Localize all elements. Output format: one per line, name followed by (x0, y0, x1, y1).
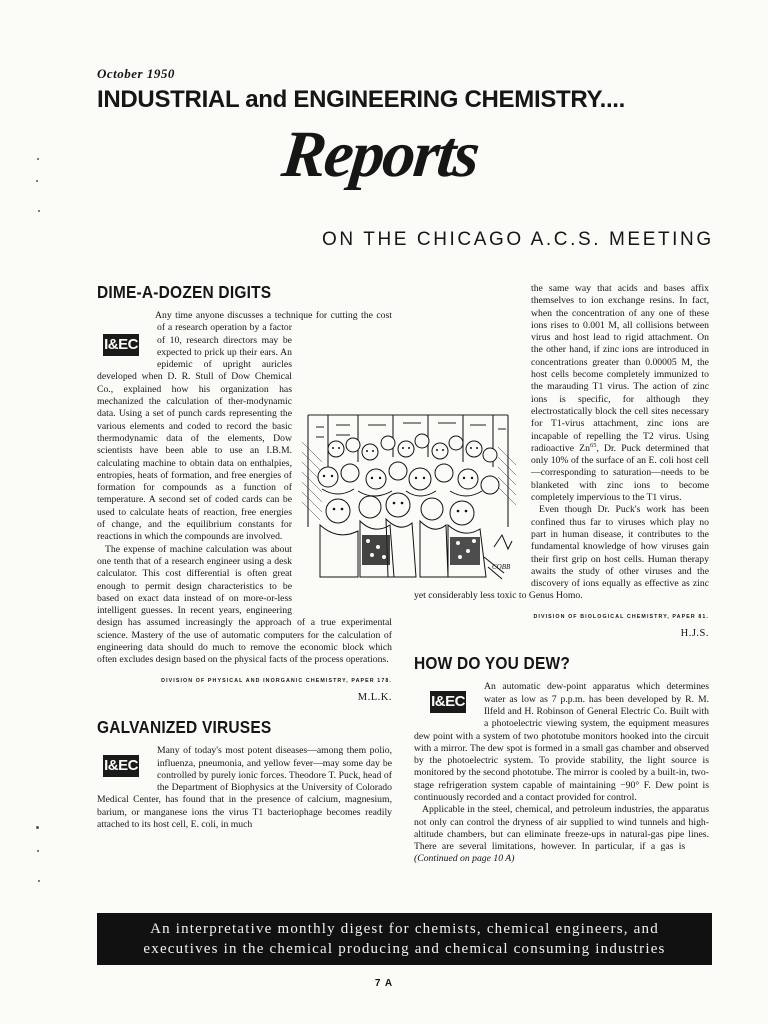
iec-emblem-text: I&EC (103, 334, 139, 356)
illustrator-signature: COBB (492, 563, 511, 571)
article-heading: HOW DO YOU DEW? (414, 654, 570, 674)
page-number: 7 A (374, 978, 394, 989)
section-title: Reports (278, 118, 482, 191)
issue-date: October 1950 (97, 66, 175, 81)
margin-mark (37, 158, 39, 160)
article-heading: GALVANIZED VIRUSES (97, 718, 272, 738)
article-paragraph: The expense of machine calculation was about one tenth that of a research engineer using a desk calculator. This cost differential is often great enough to permit design characteristics to be based on exact data instead of on more-or-less intelligent guesses. In recent years, engineering design has assumed increasingly the approach of a true experimental science. Mastery of the use of automatic computers for the calculation of engineering data should do much to remove the economic block which often excludes design based on the physical facts of the process operations. (97, 543, 392, 666)
margin-mark (36, 826, 39, 829)
article-paragraph: Many of today's most potent diseases—among them polio, influenza, pneumonia, and yellow fever—may some day be controlled by purely ionic forces. Theodore T. Puck, head of the Department of Biophysics at the University of Colorado Medical Center, has found that in the presence of calcium, magnesium, barium, or manganese ions the virus T1 bacteriophage becomes readily attached to its host cell, E. coli, in much (97, 745, 392, 830)
margin-mark (38, 210, 40, 212)
iec-emblem-icon (426, 685, 474, 721)
margin-mark (37, 850, 39, 852)
author-initials: M.L.K. (357, 691, 392, 703)
article-body (97, 745, 392, 831)
continued-note: (Continued on page 10 A) (414, 853, 515, 865)
iec-emblem-icon (99, 328, 147, 364)
banner-line: executives in the chemical producing and chemical consuming industries (143, 941, 666, 957)
article-paragraph: the same way that acids and bases affix themselves to ion exchange resins. In fact, when the concentration of any one of these ions rises to 0.001 M, all collisions between virus and host lead to rigid attachment. On the other hand, if zinc ions are introduced in concentrations greater than 0.00005 M, the host cells become completely immunized to the marauding T1 virus. The action of zinc ions is specific, for although they electrostatically block the cell sites necessary for T1-virus attachment, zinc ions are incapable of repelling the T2 virus. Using radioactive Zn$^{65}$, Dr. Puck determined that only 10% of the surface of an E. coli host cell—corresponding to saturation—needs to be blanketed with zinc ions to become completely impervious to the T1 virus. (531, 283, 709, 504)
margin-mark (36, 180, 38, 182)
iec-emblem-text: I&EC (430, 691, 466, 713)
margin-mark (38, 880, 40, 882)
banner-line: An interpretative monthly digest for chemists, chemical engineers, and (150, 921, 659, 937)
article-body (414, 681, 709, 865)
division-credit: DIVISION OF BIOLOGICAL CHEMISTRY, PAPER 81. (533, 613, 709, 620)
article-paragraph: An automatic dew-point apparatus which determines water as low as 7 p.p.m. has been developed by R. M. Ilfeld and H. Robinson of General Electric Co. Built with a photoelectric viewing system, the equipment measures dew point with a system of two phototube monitors hooked into the circuit with a mirror. The dew spot is formed in a small gas chamber and observed by the photoelectric system. To provide stability, the light source is monitored by the second phototube. The mirror is cooled by a built-in, two-stage refrigeration system capable of maintaining −90° F. Dew point is continuously recorded and a contact provided for control. (414, 681, 709, 803)
cartoon-crowd-illustration (298, 407, 520, 582)
iec-emblem-text: I&EC (103, 755, 139, 777)
article-paragraph: Even though Dr. Puck's work has been confined thus far to viruses which play no part in human disease, it contributes to the fundamental knowledge of how viruses gain their first grip on host cells. Human therapy awaits the study of other viruses and the discovery of ions equally as effective as zinc yet considerably less toxic to Genus Homo. (414, 504, 709, 602)
iec-emblem-icon (99, 749, 147, 785)
magazine-title: INDUSTRIAL and ENGINEERING CHEMISTRY.... (97, 86, 626, 113)
meeting-subtitle: ON THE CHICAGO A.C.S. MEETING (322, 229, 714, 250)
author-initials: H.J.S. (680, 628, 709, 640)
article-heading: DIME-A-DOZEN DIGITS (97, 283, 272, 303)
article-paragraph: Any time anyone discusses a technique for cutting the cost of a research operation by a factor of 10, research directors may be expected to prick up their ears. An epidemic of upright auricles developed when D. R. Stull of Dow Chemical Co., explained how his organization has mechanized the calculation of ther-modynamic data. Using a set of punch cards representing the various elements and coded to record the basic thermodynamic data of the elements, Dow scientists have been able to use an I.B.M. calculating machine to obtain data on enthalpies, entropies, heats of formation, and free energies of formation for compounds as a function of temperature. A second set of coded cards can be used to calculate heats of reaction, free energies of change, and the equilibrium constants for reactions in which the compounds are involved. (97, 310, 392, 543)
publication-banner (97, 913, 712, 965)
division-credit: DIVISION OF PHYSICAL AND INORGANIC CHEMISTRY, PAPER 178. (161, 677, 392, 684)
article-paragraph: Applicable in the steel, chemical, and petroleum industries, the apparatus not only can control the dryness of air supplied to wind tunnels and high-altitude chambers, but can eliminate freeze-ups in natural-gas pipe lines. There are several limitations, however. In particular, if a gas is (Continued on page 10 A) (414, 804, 709, 865)
